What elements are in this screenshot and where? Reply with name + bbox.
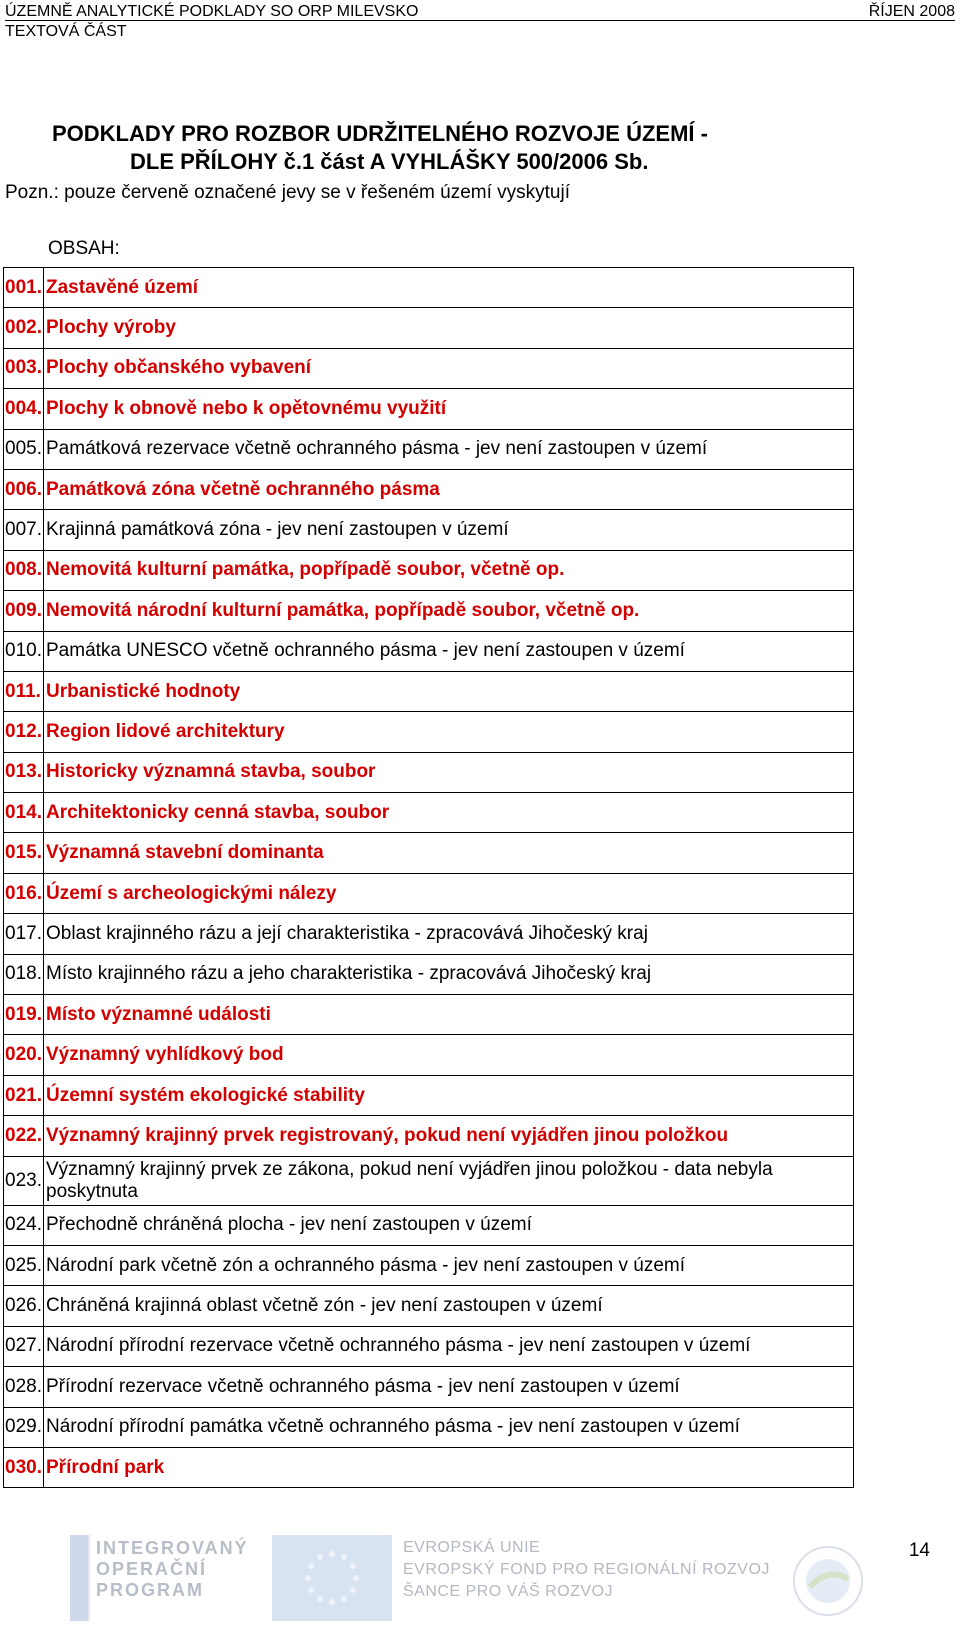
ministry-seal-icon <box>778 1537 878 1621</box>
page-title <box>52 120 812 176</box>
contents-row <box>4 631 854 671</box>
item-label: Významný krajinný prvek ze zákona, pokud není vyjádřen jinou položkou - data nebyla poskytnuta <box>44 1156 854 1205</box>
header-divider <box>5 20 955 21</box>
iop-line-3: PROGRAM <box>96 1580 204 1600</box>
contents-row <box>4 1116 854 1156</box>
item-number: 003. <box>4 348 44 388</box>
contents-row <box>4 268 854 308</box>
item-number: 007. <box>4 510 44 550</box>
footer-logos <box>0 1535 960 1621</box>
eu-star-icon <box>350 1587 356 1593</box>
contents-row <box>4 833 854 873</box>
contents-row <box>4 389 854 429</box>
item-number: 016. <box>4 873 44 913</box>
contents-row <box>4 1447 854 1487</box>
item-label: Chráněná krajinná oblast včetně zón - jev není zastoupen v území <box>44 1286 854 1326</box>
header-section: TEXTOVÁ ČÁST <box>5 23 127 40</box>
item-number: 014. <box>4 793 44 833</box>
eu-flag-icon <box>272 1535 392 1621</box>
eu-star-icon <box>329 1599 335 1605</box>
item-number: 019. <box>4 995 44 1035</box>
contents-row <box>4 712 854 752</box>
contents-row <box>4 591 854 631</box>
title-line-1: PODKLADY PRO ROZBOR UDRŽITELNÉHO ROZVOJE ÚZEMÍ - <box>52 121 708 146</box>
item-label: Oblast krajinného rázu a její charakteristika - zpracovává Jihočeský kraj <box>44 914 854 954</box>
contents-row <box>4 954 854 994</box>
item-label: Přírodní rezervace včetně ochranného pásma - jev není zastoupen v území <box>44 1367 854 1407</box>
item-number: 023. <box>4 1156 44 1205</box>
item-number: 010. <box>4 631 44 671</box>
item-number: 005. <box>4 429 44 469</box>
item-label: Místo významné události <box>44 995 854 1035</box>
item-number: 001. <box>4 268 44 308</box>
page-number: 14 <box>908 1540 930 1561</box>
title-line-2: DLE PŘÍLOHY č.1 část A VYHLÁŠKY 500/2006 Sb. <box>130 149 649 174</box>
item-number: 013. <box>4 752 44 792</box>
contents-table <box>3 267 854 1488</box>
contents-row <box>4 671 854 711</box>
item-label: Krajinná památková zóna - jev není zastoupen v území <box>44 510 854 550</box>
contents-row <box>4 1367 854 1407</box>
contents-row <box>4 1245 854 1285</box>
item-label: Památková zóna včetně ochranného pásma <box>44 469 854 509</box>
contents-row <box>4 1286 854 1326</box>
item-number: 008. <box>4 550 44 590</box>
item-label: Přírodní park <box>44 1447 854 1487</box>
eu-star-icon <box>317 1596 323 1602</box>
item-number: 018. <box>4 954 44 994</box>
item-label: Území s archeologickými nálezy <box>44 873 854 913</box>
eu-line-2: EVROPSKÝ FOND PRO REGIONÁLNÍ ROZVOJ <box>403 1561 770 1578</box>
item-label: Urbanistické hodnoty <box>44 671 854 711</box>
item-label: Národní přírodní rezervace včetně ochranného pásma - jev není zastoupen v území <box>44 1326 854 1366</box>
eu-star-icon <box>308 1563 314 1569</box>
iop-line-2: OPERAČNÍ <box>96 1559 208 1579</box>
item-number: 028. <box>4 1367 44 1407</box>
item-label: Národní park včetně zón a ochranného pásma - jev není zastoupen v území <box>44 1245 854 1285</box>
header-document-title: ÚZEMNĚ ANALYTICKÉ PODKLADY SO ORP MILEVSKO <box>5 3 419 20</box>
item-label: Plochy výroby <box>44 308 854 348</box>
contents-heading: OBSAH: <box>48 238 120 259</box>
iop-logo-bar <box>70 1535 88 1621</box>
iop-logo <box>70 1535 250 1621</box>
eu-star-icon <box>341 1554 347 1560</box>
item-label: Významný krajinný prvek registrovaný, pokud není vyjádřen jinou položkou <box>44 1116 854 1156</box>
item-number: 026. <box>4 1286 44 1326</box>
note-text: Pozn.: pouze červeně označené jevy se v řešeném území vyskytují <box>5 182 570 203</box>
item-label: Zastavěné území <box>44 268 854 308</box>
item-label: Významný vyhlídkový bod <box>44 1035 854 1075</box>
item-label: Významná stavební dominanta <box>44 833 854 873</box>
item-label: Plochy občanského vybavení <box>44 348 854 388</box>
eu-star-icon <box>341 1596 347 1602</box>
eu-line-1: EVROPSKÁ UNIE <box>403 1539 541 1556</box>
eu-star-icon <box>329 1551 335 1557</box>
contents-row <box>4 1326 854 1366</box>
contents-row <box>4 550 854 590</box>
item-number: 021. <box>4 1075 44 1115</box>
item-number: 004. <box>4 389 44 429</box>
item-number: 027. <box>4 1326 44 1366</box>
contents-row <box>4 1156 854 1205</box>
item-label: Přechodně chráněná plocha - jev není zastoupen v území <box>44 1205 854 1245</box>
item-number: 030. <box>4 1447 44 1487</box>
item-label: Nemovitá kulturní památka, popřípadě soubor, včetně op. <box>44 550 854 590</box>
item-number: 009. <box>4 591 44 631</box>
iop-logo-bar-light <box>88 1535 90 1621</box>
contents-row <box>4 752 854 792</box>
item-label: Národní přírodní památka včetně ochranného pásma - jev není zastoupen v území <box>44 1407 854 1447</box>
item-number: 025. <box>4 1245 44 1285</box>
item-label: Místo krajinného rázu a jeho charakteristika - zpracovává Jihočeský kraj <box>44 954 854 994</box>
eu-text <box>403 1537 770 1603</box>
eu-line-3: ŠANCE PRO VÁŠ ROZVOJ <box>403 1583 614 1600</box>
contents-row <box>4 995 854 1035</box>
contents-row <box>4 469 854 509</box>
contents-row <box>4 793 854 833</box>
item-label: Památka UNESCO včetně ochranného pásma - jev není zastoupen v území <box>44 631 854 671</box>
contents-row <box>4 1075 854 1115</box>
item-label: Plochy k obnově nebo k opětovnému využití <box>44 389 854 429</box>
contents-row <box>4 1407 854 1447</box>
item-number: 011. <box>4 671 44 711</box>
eu-star-icon <box>305 1575 311 1581</box>
item-label: Územní systém ekologické stability <box>44 1075 854 1115</box>
iop-line-1: INTEGROVANÝ <box>96 1538 249 1558</box>
item-number: 029. <box>4 1407 44 1447</box>
item-label: Památková rezervace včetně ochranného pásma - jev není zastoupen v území <box>44 429 854 469</box>
contents-row <box>4 1035 854 1075</box>
item-label: Region lidové architektury <box>44 712 854 752</box>
item-number: 022. <box>4 1116 44 1156</box>
eu-star-icon <box>350 1563 356 1569</box>
header-date: ŘÍJEN 2008 <box>868 3 955 20</box>
item-number: 012. <box>4 712 44 752</box>
item-label: Nemovitá národní kulturní památka, popřípadě soubor, včetně op. <box>44 591 854 631</box>
contents-row <box>4 1205 854 1245</box>
contents-row <box>4 510 854 550</box>
item-number: 017. <box>4 914 44 954</box>
item-number: 024. <box>4 1205 44 1245</box>
item-number: 020. <box>4 1035 44 1075</box>
contents-row <box>4 914 854 954</box>
eu-star-icon <box>308 1587 314 1593</box>
contents-row <box>4 429 854 469</box>
iop-logo-text <box>96 1538 249 1601</box>
item-label: Architektonicky cenná stavba, soubor <box>44 793 854 833</box>
contents-row <box>4 308 854 348</box>
contents-row <box>4 348 854 388</box>
item-number: 002. <box>4 308 44 348</box>
item-number: 015. <box>4 833 44 873</box>
item-number: 006. <box>4 469 44 509</box>
item-label: Historicky významná stavba, soubor <box>44 752 854 792</box>
contents-row <box>4 873 854 913</box>
eu-star-icon <box>317 1554 323 1560</box>
eu-star-icon <box>353 1575 359 1581</box>
